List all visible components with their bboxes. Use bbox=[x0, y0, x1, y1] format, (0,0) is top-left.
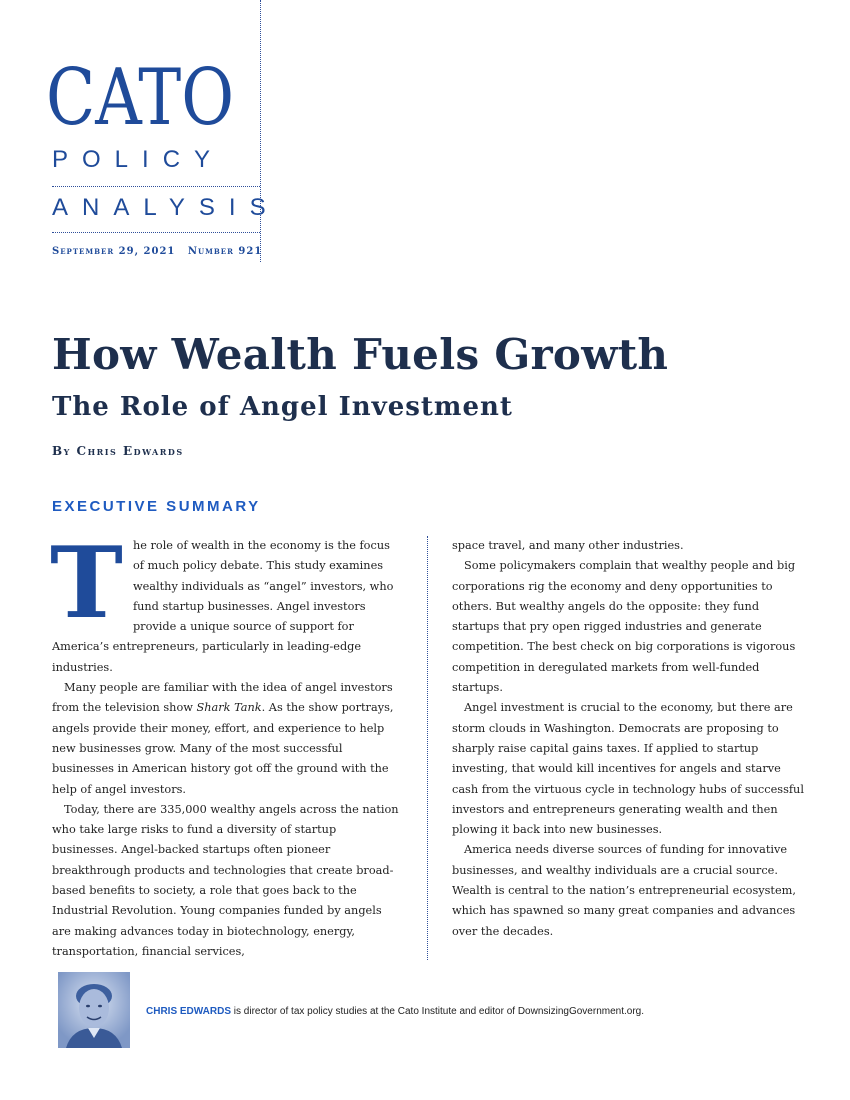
brand-word-analysis: ANALYSIS bbox=[52, 194, 280, 221]
paragraph bbox=[50, 526, 402, 678]
section-heading: EXECUTIVE SUMMARY bbox=[52, 498, 261, 515]
body-column-right bbox=[452, 536, 804, 942]
header-divider-line bbox=[260, 0, 261, 262]
paragraph: space travel, and many other industries. bbox=[452, 539, 684, 552]
paragraph-text: . As the show portrays, angels provide their money, effort, and experience to help new businesses grow. Many of the most successful businesses in American history got off the ground with the help of angel investors. bbox=[52, 701, 394, 796]
body-column-left bbox=[50, 526, 402, 962]
paragraph-text: Many people are familiar with the idea of angel investors from the television show bbox=[52, 681, 393, 715]
paragraph: America needs diverse sources of funding for innovative businesses, and wealthy individuals are a crucial source. Wealth is central to the nation’s entrepreneurial ecosystem, which has spawned so many great companies and advances over the decades. bbox=[452, 843, 796, 938]
show-title: Shark Tank bbox=[196, 701, 262, 715]
page-title: How Wealth Fuels Growth bbox=[52, 330, 669, 379]
brand-divider bbox=[52, 232, 260, 233]
publication-date: September 29, 2021 bbox=[52, 246, 176, 257]
brand-divider bbox=[52, 186, 260, 187]
author-photo bbox=[58, 972, 130, 1048]
cato-logo bbox=[46, 53, 236, 143]
paragraph-text: he role of wealth in the economy is the focus of much policy debate. This study examines wealthy individuals as “angel” investors, who fund startup businesses. Angel investors provide a unique source of support for America’s entrepreneurs, particularly in leading-edge industries. bbox=[52, 539, 394, 674]
paragraph bbox=[52, 678, 402, 800]
byline: By Chris Edwards bbox=[52, 444, 184, 458]
paragraph: Angel investment is crucial to the economy, but there are storm clouds in Washington. Democrats are proposing to sharply raise capital gains taxes. If applied to startup investing, that would kill incentives for angels and starve cash from the virtuous cycle in technology hubs of successful investors and entrepreneurs generating wealth and then plowing it back into new businesses. bbox=[452, 701, 804, 837]
logo-text: CATO bbox=[46, 53, 234, 143]
dateline bbox=[52, 246, 270, 257]
page-subtitle: The Role of Angel Investment bbox=[52, 392, 513, 422]
column-divider bbox=[427, 536, 428, 960]
author-name: CHRIS EDWARDS bbox=[146, 1006, 232, 1017]
issue-number: Number 921 bbox=[187, 246, 263, 257]
paragraph: Some policymakers complain that wealthy people and big corporations rig the economy and deny opportunities to others. But wealthy angels do the opposite: they fund startups that pry open rigged industries and generate competition. The best check on big corporations is vigorous competition in deregulated markets from well-funded startups. bbox=[452, 559, 796, 695]
paragraph: Today, there are 335,000 wealthy angels across the nation who take large risks to fund a diversity of startup businesses. Angel-backed startups often pioneer breakthrough products and technologies that create broad-based benefits to society, a role that goes back to the Industrial Revolution. Young companies funded by angels are making advances today in biotechnology, energy, transportation, financial services, bbox=[52, 802, 399, 958]
brand-word-policy: POLICY bbox=[52, 146, 225, 173]
drop-cap: T bbox=[50, 526, 123, 641]
author-bio-text: is director of tax policy studies at the Cato Institute and editor of DownsizingGovernment.org. bbox=[231, 1006, 644, 1017]
author-bio bbox=[146, 1006, 644, 1017]
